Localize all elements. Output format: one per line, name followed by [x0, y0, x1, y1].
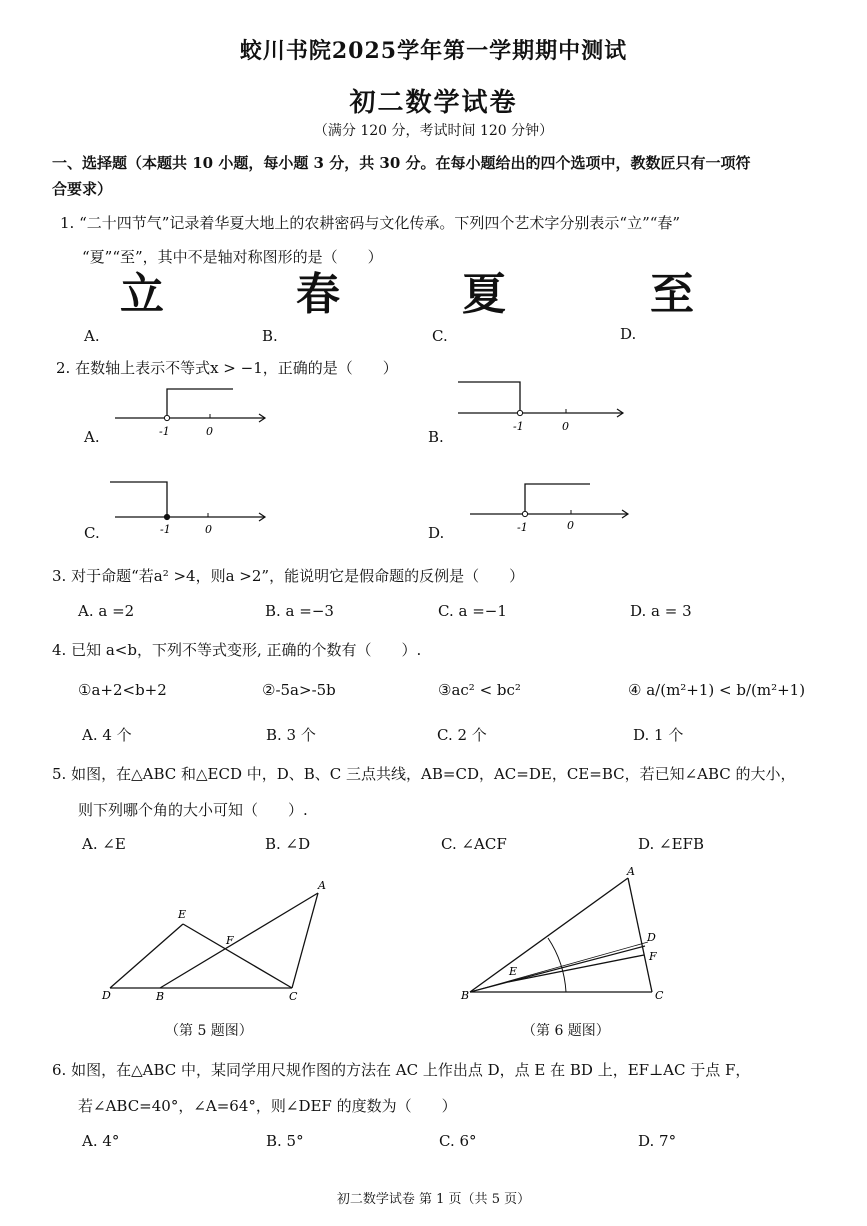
- art-char-d: 至: [650, 269, 694, 320]
- point-e: E: [178, 908, 187, 921]
- tick-zero: 0: [567, 519, 574, 532]
- q5-line2: 则下列哪个角的大小可知（ ）.: [78, 801, 308, 819]
- art-char-b: 春: [296, 269, 340, 320]
- q3-option-c[interactable]: C. a =−1: [438, 602, 507, 620]
- section-heading-line1: 一、选择题（本题共 10 小题，每小题 3 分，共 30 分。在每小题给出的四个选项中，教数匠只有一项符: [52, 154, 751, 172]
- q5-option-a[interactable]: A. ∠E: [82, 835, 126, 853]
- q5-line1: 5. 如图，在△ABC 和△ECD 中，D、B、C 三点共线，AB=CD，AC=DE，CE=BC，若已知∠ABC 的大小，: [52, 765, 796, 783]
- exam-title: 蛟川书院2025学年第一学期期中测试: [239, 38, 628, 64]
- point-c: C: [289, 990, 298, 1003]
- q4-text: 4. 已知 a<b，下列不等式变形, 正确的个数有（ ）.: [52, 641, 422, 659]
- tick-zero: 0: [205, 523, 212, 536]
- point-e: E: [509, 965, 518, 978]
- q3-option-a[interactable]: A. a =2: [78, 602, 135, 620]
- q6-option-d[interactable]: D. 7°: [638, 1132, 677, 1150]
- q4-item-2: ②-5a>-5b: [262, 681, 336, 699]
- q3-text: 3. 对于命题“若a² >4，则a >2”，能说明它是假命题的反例是（ ）: [52, 567, 525, 585]
- tick-neg1: -1: [160, 523, 171, 536]
- q3-option-d[interactable]: D. a = 3: [630, 602, 692, 620]
- q6-line2: 若∠ABC=40°，∠A=64°，则∠DEF 的度数为（ ）: [78, 1097, 457, 1115]
- q4-option-a[interactable]: A. 4 个: [82, 726, 132, 744]
- q4-option-c[interactable]: C. 2 个: [437, 726, 487, 744]
- q3-option-b[interactable]: B. a =−3: [265, 602, 334, 620]
- art-char-c: 夏: [462, 269, 506, 320]
- tick-neg1: -1: [513, 420, 524, 433]
- point-b: B: [156, 990, 165, 1003]
- point-f: F: [226, 934, 234, 947]
- point-d: D: [102, 989, 111, 1002]
- figure-q6-caption: （第 6 题图）: [522, 1023, 610, 1039]
- q4-item-3: ③ac² < bc²: [438, 681, 521, 699]
- q1-option-d[interactable]: D.: [620, 325, 637, 343]
- q5-option-c[interactable]: C. ∠ACF: [441, 835, 507, 853]
- point-a: A: [318, 879, 326, 892]
- q5-option-b[interactable]: B. ∠D: [265, 835, 311, 853]
- q2-option-b[interactable]: B.: [428, 428, 444, 446]
- q6-option-c[interactable]: C. 6°: [439, 1132, 477, 1150]
- q4-option-d[interactable]: D. 1 个: [633, 726, 684, 744]
- figure-q5-caption: （第 5 题图）: [165, 1023, 253, 1039]
- q4-item-1: ①a+2<b+2: [78, 681, 167, 699]
- tick-zero: 0: [562, 420, 569, 433]
- q1-option-b[interactable]: B.: [262, 327, 278, 345]
- q1-line2: “夏”“至”，其中不是轴对称图形的是（ ）: [82, 248, 383, 266]
- tick-zero: 0: [206, 425, 213, 438]
- q1-option-c[interactable]: C.: [432, 327, 448, 345]
- q2-text: 2. 在数轴上表示不等式x > −1，正确的是（ ）: [56, 359, 398, 377]
- q2-option-d[interactable]: D.: [428, 524, 445, 542]
- q1-option-a[interactable]: A.: [84, 327, 100, 345]
- tick-neg1: -1: [159, 425, 170, 438]
- exam-subtitle: 初二数学试卷: [349, 88, 518, 118]
- tick-neg1: -1: [517, 521, 528, 534]
- point-b: B: [461, 989, 470, 1002]
- section-heading-line2: 合要求）: [52, 180, 113, 198]
- q5-option-d[interactable]: D. ∠EFB: [638, 835, 704, 853]
- q6-option-a[interactable]: A. 4°: [82, 1132, 120, 1150]
- point-c: C: [655, 989, 664, 1002]
- point-f: F: [649, 950, 657, 963]
- q2-option-a[interactable]: A.: [84, 428, 100, 446]
- score-note: （满分 120 分，考试时间 120 分钟）: [313, 123, 554, 139]
- art-char-a: 立: [120, 269, 164, 320]
- point-d: D: [647, 931, 656, 944]
- q6-option-b[interactable]: B. 5°: [266, 1132, 304, 1150]
- q6-line1: 6. 如图，在△ABC 中，某同学用尺规作图的方法在 AC 上作出点 D，点 E 在 BD 上，EF⊥AC 于点 F，: [52, 1061, 751, 1079]
- q4-option-b[interactable]: B. 3 个: [266, 726, 316, 744]
- q1-line1: 1. “二十四节气”记录着华夏大地上的农耕密码与文化传承。下列四个艺术字分别表示“立”“春”: [60, 214, 681, 232]
- q4-item-4: ④ a/(m²+1) < b/(m²+1): [628, 681, 806, 699]
- point-a: A: [627, 865, 635, 878]
- page-footer: 初二数学试卷 第 1 页（共 5 页）: [336, 1192, 531, 1207]
- q2-option-c[interactable]: C.: [84, 524, 100, 542]
